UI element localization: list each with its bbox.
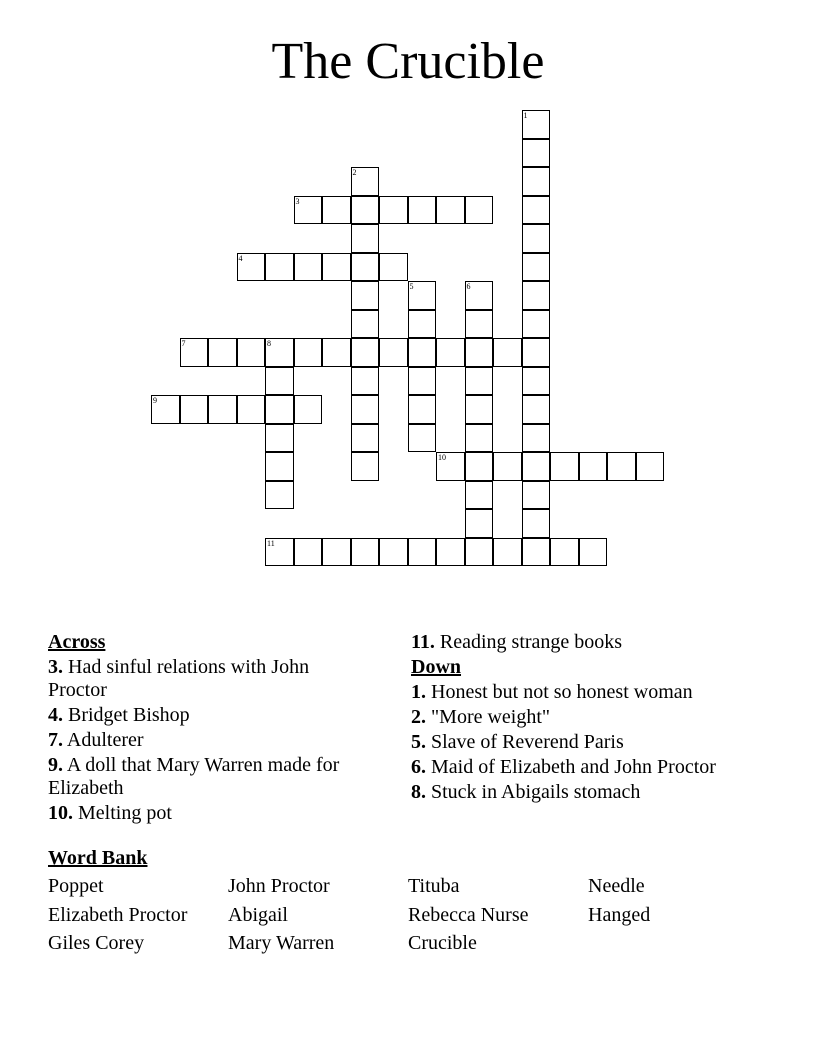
across-clue-7: 7. Adulterer: [48, 729, 144, 751]
across-clue-9: 9. A doll that Mary Warren made for Elizabeth: [48, 754, 340, 799]
grid-cell[interactable]: [522, 395, 551, 424]
grid-cell[interactable]: [351, 338, 380, 367]
grid-cell[interactable]: [465, 424, 494, 453]
clues-right-column: [411, 631, 751, 804]
grid-cell[interactable]: [237, 338, 266, 367]
grid-cell[interactable]: [322, 538, 351, 567]
grid-cell[interactable]: [522, 538, 551, 567]
word-bank-item: Abigail: [228, 904, 288, 926]
grid-cell[interactable]: [465, 395, 494, 424]
grid-cell[interactable]: [493, 452, 522, 481]
word-bank-title: Word Bank: [48, 847, 148, 869]
grid-cell[interactable]: [522, 424, 551, 453]
grid-cell[interactable]: [265, 538, 294, 567]
down-clue-5: 5. Slave of Reverend Paris: [411, 731, 624, 753]
grid-cell[interactable]: [294, 395, 323, 424]
clue-number: 3: [295, 196, 300, 206]
grid-cell[interactable]: [550, 538, 579, 567]
grid-cell[interactable]: [465, 452, 494, 481]
clue-number: 7: [181, 339, 186, 348]
grid-cell[interactable]: [322, 196, 351, 225]
grid-cell[interactable]: [379, 538, 408, 567]
word-bank-item: Rebecca Nurse: [408, 904, 529, 926]
grid-cell[interactable]: [636, 452, 665, 481]
clue-number: 9: [153, 396, 157, 405]
grid-cell[interactable]: [408, 424, 437, 453]
word-bank-item: Crucible: [408, 932, 477, 954]
across-clue-10: 10. Melting pot: [48, 802, 172, 824]
word-bank-item: Tituba: [408, 875, 460, 897]
grid-cell[interactable]: [351, 367, 380, 396]
grid-cell[interactable]: [408, 367, 437, 396]
grid-cell[interactable]: [465, 338, 494, 367]
grid-cell[interactable]: [465, 310, 494, 339]
down-clue-8: 8. Stuck in Abigails stomach: [411, 781, 641, 803]
grid-cell[interactable]: [379, 338, 408, 367]
grid-cell[interactable]: [265, 338, 294, 367]
grid-cell[interactable]: [522, 367, 551, 396]
word-bank-item: John Proctor: [228, 875, 330, 897]
grid-cell[interactable]: [522, 167, 551, 196]
clue-number: 1: [523, 111, 528, 120]
grid-cell[interactable]: [265, 481, 294, 510]
clue-number: 6: [466, 282, 471, 291]
down-clue-1: 1. Honest but not so honest woman: [411, 681, 693, 703]
down-clue-6: 6. Maid of Elizabeth and John Proctor: [411, 756, 716, 778]
grid-cell[interactable]: [351, 281, 380, 310]
word-bank-item: Poppet: [48, 875, 104, 897]
grid-cell[interactable]: [522, 310, 551, 339]
grid-cell[interactable]: [579, 452, 608, 481]
grid-cell[interactable]: [208, 338, 237, 367]
grid-cell[interactable]: [351, 167, 380, 196]
grid-cell[interactable]: [522, 481, 551, 510]
grid-cell[interactable]: [237, 253, 266, 282]
grid-cell[interactable]: [294, 338, 323, 367]
grid-cell[interactable]: [151, 395, 180, 424]
down-header: Down: [411, 656, 462, 678]
grid-cell[interactable]: [408, 538, 437, 567]
grid-cell[interactable]: [522, 139, 551, 168]
grid-cell[interactable]: [351, 395, 380, 424]
grid-cell[interactable]: [522, 338, 551, 367]
grid-cell[interactable]: [465, 538, 494, 567]
grid-cell[interactable]: [294, 538, 323, 567]
across-clue-3: 3. Had sinful relations with John Proctor: [48, 656, 310, 701]
grid-cell[interactable]: [180, 395, 209, 424]
across-header: Across: [48, 631, 106, 653]
grid-cell[interactable]: [436, 338, 465, 367]
grid-cell[interactable]: [265, 395, 294, 424]
grid-cell[interactable]: [522, 452, 551, 481]
word-bank-item: Needle: [588, 875, 645, 897]
grid-cell[interactable]: [408, 196, 437, 225]
grid-cell[interactable]: [351, 310, 380, 339]
grid-cell[interactable]: [522, 509, 551, 538]
word-bank-item: Mary Warren: [228, 932, 335, 954]
word-bank-item: Hanged: [588, 904, 651, 926]
page-title: The Crucible: [271, 33, 545, 90]
clue-number: 2: [352, 168, 357, 177]
grid-cell[interactable]: [607, 452, 636, 481]
grid-cell[interactable]: [180, 338, 209, 367]
grid-cell[interactable]: [351, 224, 380, 253]
across-clue-11: 11. Reading strange books: [411, 631, 623, 653]
clue-number: 10: [438, 453, 446, 462]
grid-cell[interactable]: [408, 338, 437, 367]
grid-cell[interactable]: [465, 481, 494, 510]
grid-cell[interactable]: [265, 253, 294, 282]
clue-number: 8: [267, 339, 271, 348]
grid-cell[interactable]: [522, 253, 551, 282]
grid-cell[interactable]: [351, 538, 380, 567]
grid-cell[interactable]: [436, 196, 465, 225]
grid-cell[interactable]: [265, 424, 294, 453]
grid-cell[interactable]: [493, 538, 522, 567]
grid-cell[interactable]: [322, 338, 351, 367]
grid-cell[interactable]: [408, 395, 437, 424]
across-clue-4: 4. Bridget Bishop: [48, 704, 190, 726]
grid-cell[interactable]: [465, 509, 494, 538]
grid-cell[interactable]: [294, 253, 323, 282]
grid-cell[interactable]: [493, 338, 522, 367]
grid-cell[interactable]: [408, 281, 437, 310]
grid-cell[interactable]: [351, 253, 380, 282]
grid-cell[interactable]: [379, 253, 408, 282]
grid-cell[interactable]: [351, 424, 380, 453]
grid-cell[interactable]: [237, 395, 266, 424]
word-bank-item: Elizabeth Proctor: [48, 904, 188, 926]
grid-cell[interactable]: [465, 281, 494, 310]
grid-cell[interactable]: [408, 310, 437, 339]
grid-cell[interactable]: [265, 452, 294, 481]
clue-number: 5: [409, 282, 414, 291]
grid-cell[interactable]: [379, 196, 408, 225]
word-bank-item: Giles Corey: [48, 932, 145, 954]
grid-cell[interactable]: [550, 452, 579, 481]
grid-cell[interactable]: [322, 253, 351, 282]
grid-cell[interactable]: [579, 538, 608, 567]
grid-cell[interactable]: [522, 196, 551, 225]
grid-cell[interactable]: [294, 196, 323, 225]
clue-number: 11: [267, 538, 275, 548]
grid-cell[interactable]: [522, 224, 551, 253]
clues-left-column: [48, 631, 368, 825]
grid-cell[interactable]: [351, 196, 380, 225]
grid-cell[interactable]: [465, 196, 494, 225]
grid-cell[interactable]: [436, 452, 465, 481]
grid-cell[interactable]: [465, 367, 494, 396]
clue-number: 4: [238, 253, 243, 263]
down-clue-2: 2. "More weight": [411, 706, 551, 728]
grid-cell[interactable]: [351, 452, 380, 481]
grid-cell[interactable]: [265, 367, 294, 396]
grid-cell[interactable]: [522, 110, 551, 139]
grid-cell[interactable]: [208, 395, 237, 424]
grid-cell[interactable]: [436, 538, 465, 567]
grid-cell[interactable]: [522, 281, 551, 310]
